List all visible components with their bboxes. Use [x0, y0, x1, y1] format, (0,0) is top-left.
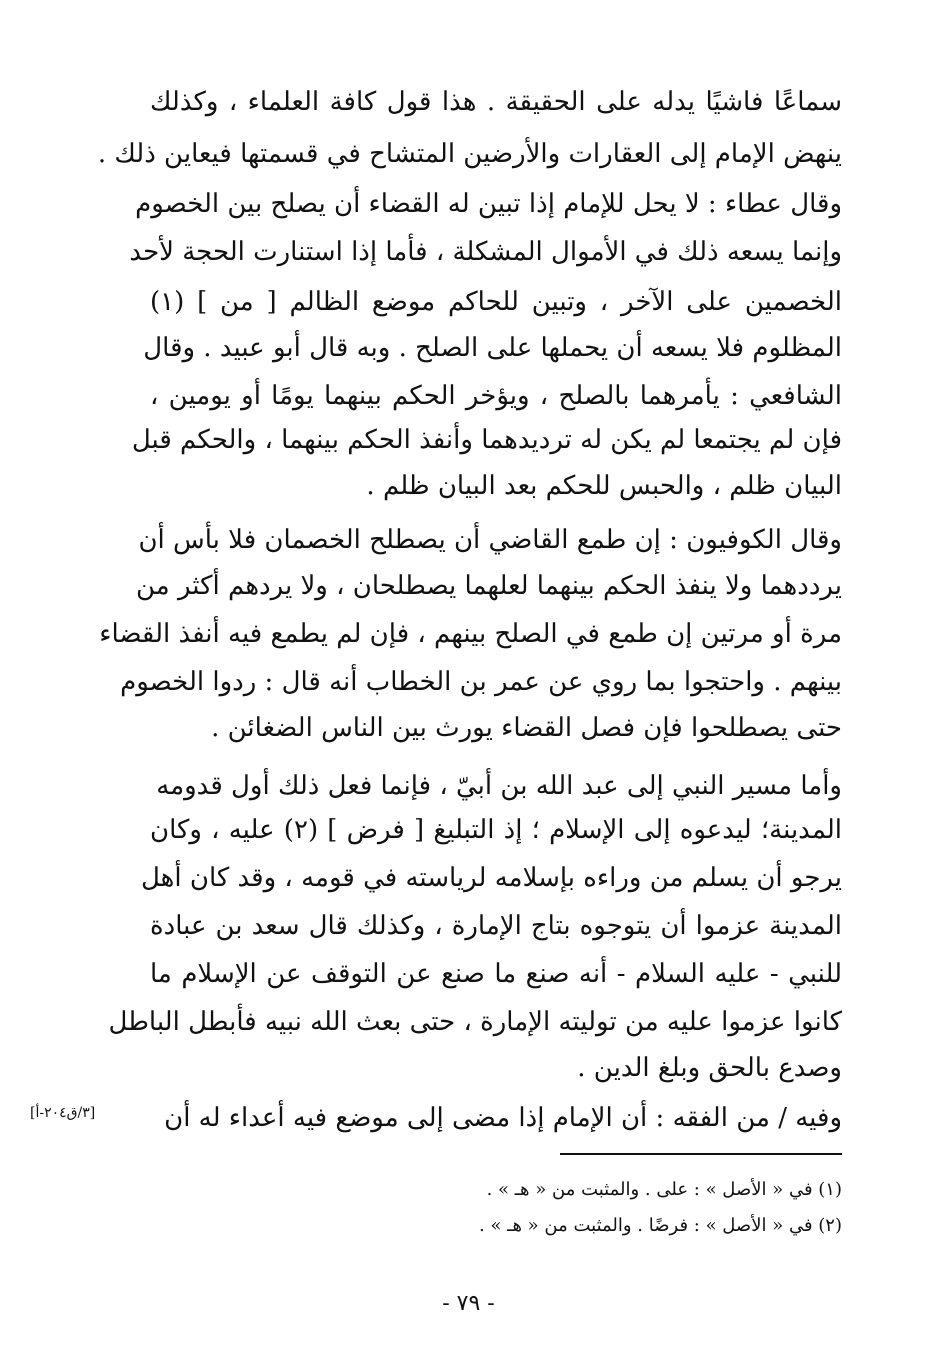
footnote-separator [560, 1153, 842, 1155]
text-line: حتى يصطلحوا فإن فصل القضاء يورث بين الناس الضغائن . [211, 713, 842, 743]
text-line: البيان ظلم ، والحبس للحكم بعد البيان ظلم . [366, 471, 842, 501]
text-line: للنبي - عليه السلام - أنه صنع ما صنع عن التوقف عن الإسلام ما [150, 959, 843, 989]
text-line: يرجو أن يسلم من وراءه بإسلامه لرياسته في قومه ، وقد كان أهل [140, 863, 842, 893]
footnote: (٢) في « الأصل » : فرضًا . والمثبت من « هـ » . [479, 1215, 842, 1236]
text-line: بينهم . واحتجوا بما روي عن عمر بن الخطاب أنه قال : ردوا الخصوم [120, 667, 842, 697]
text-line: وإنما يسعه ذلك في الأموال المشكلة ، فأما إذا استنارت الحجة لأحد [129, 237, 842, 267]
text-line: الخصمين على الآخر ، وتبين للحاكم موضع الظالم [ من ] (١) [150, 287, 842, 317]
text-line: وقال عطاء : لا يحل للإمام إذا تبين له القضاء أن يصلح بين الخصوم [135, 189, 842, 219]
text-line: المدينة عزموا أن يتوجوه بتاج الإمارة ، وكذلك قال سعد بن عبادة [150, 911, 842, 941]
footnote: (١) في « الأصل » : على . والمثبت من « هـ » . [486, 1179, 842, 1200]
text-line: ينهض الإمام إلى العقارات والأرضين المتشاح في قسمتها فيعاين ذلك . [97, 139, 842, 169]
text-line: سماعًا فاشيًا يدله على الحقيقة . هذا قول كافة العلماء ، وكذلك [150, 87, 842, 117]
text-line: المدينة؛ ليدعوه إلى الإسلام ؛ إذ التبليغ [ فرض ] (٢) عليه ، وكان [150, 815, 843, 845]
text-line: وقال الكوفيون : إن طمع القاضي أن يصطلح الخصمان فلا بأس أن [138, 525, 842, 555]
text-line: وفيه / من الفقه : أن الإمام إذا مضى إلى موضع فيه أعداء له أن [164, 1103, 842, 1133]
text-line: وصدع بالحق وبلغ الدين . [577, 1053, 842, 1083]
folio-marker: [٣/ق٢٠٤-أ] [30, 1105, 96, 1121]
text-line: يرددهما ولا ينفذ الحكم بينهما لعلهما يصطلحان ، ولا يردهم أكثر من [135, 571, 842, 601]
text-line: الشافعي : يأمرهما بالصلح ، ويؤخر الحكم بينهما يومًا أو يومين ، [150, 381, 842, 411]
text-line: مرة أو مرتين إن طمع في الصلح بينهم ، فإن لم يطمع فيه أنفذ القضاء [99, 619, 842, 649]
page-number: - ٧٩ - [442, 1291, 495, 1316]
text-line: المظلوم فلا يسعه أن يحملها على الصلح . وبه قال أبو عبيد . وقال [143, 333, 842, 363]
text-line: وأما مسير النبي إلى عبد الله بن أبيّ ، فإنما فعل ذلك أول قدومه [156, 771, 842, 801]
text-line: كانوا عزموا عليه من توليته الإمارة ، حتى بعث الله نبيه فأبطل الباطل [108, 1007, 842, 1037]
text-line: فإن لم يجتمعا لم يكن له ترديدهما وأنفذ الحكم بينهما ، والحكم قبل [131, 425, 842, 455]
